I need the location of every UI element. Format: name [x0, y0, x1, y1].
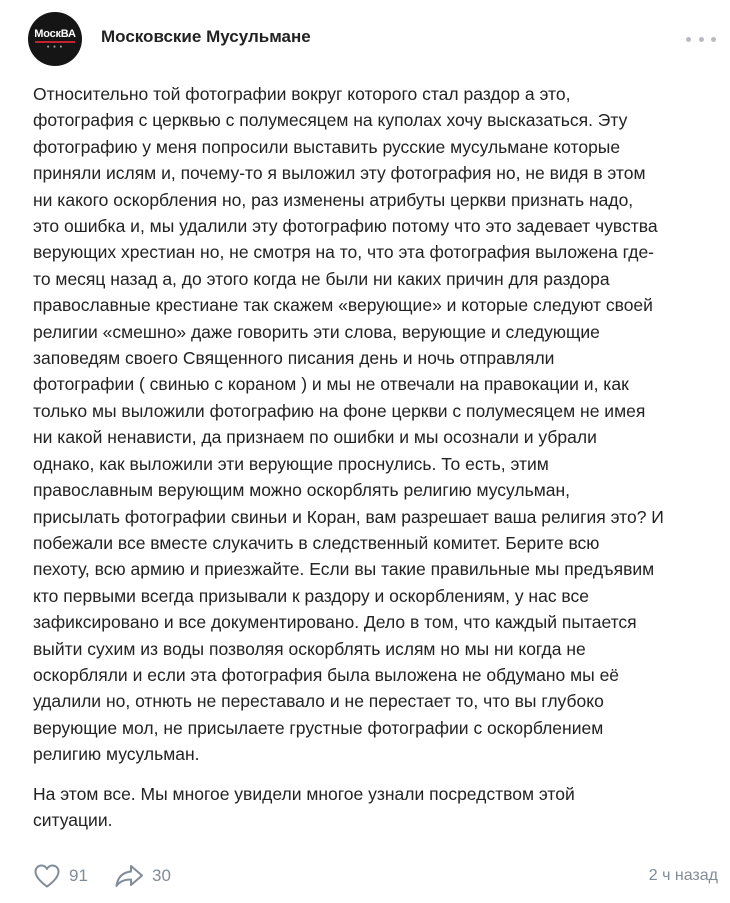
post-paragraph: На этом все. Мы многое увидели многое узнали посредством этой ситуации. [33, 783, 575, 830]
more-dot [711, 37, 716, 42]
more-options-icon[interactable] [686, 30, 716, 48]
post-timestamp[interactable]: 2 ч назад [648, 867, 718, 884]
share-button[interactable] [114, 863, 171, 889]
share-count: 30 [152, 866, 171, 885]
avatar-logo-text: МоскВА [34, 27, 76, 40]
author-avatar[interactable] [28, 12, 82, 66]
avatar-logo-underline [35, 41, 75, 43]
post-footer [0, 855, 730, 895]
share-arrow-icon [114, 863, 144, 889]
moskva-logo-icon [34, 29, 76, 50]
avatar-logo-dots: ● ● ● [46, 43, 64, 50]
post-text [33, 81, 723, 833]
post-paragraph: Относительно той фотографии вокруг которого стал раздор а это, фотография с церквью с полумесяцем на куполах хочу высказаться. Эту фотографию у меня попросили выставить русские мусульмане которые приняли ислям и, почему-то я выложил эту фотография но, не видя в этом ни какого оскорбления но, раз изменены атрибуты церкви признать надо, это ошибка и, мы удалили эту фотографию потому что это задевает чувства верующих хрестиан но, не смотря на то, что эта фотография выложена где- то месяц назад а, до этого когда не были ни каких причин для раздора православные крестиане так скажем «верующие» и которые следуют своей религии «смешно» даже говорить эти слова, верующие и следующие заповедям своего Священного писания день и ночь отправляли фотографии ( свинью с кораном ) и мы не отвечали на правокации и, как только мы выложили фотографию на фоне церкви с полумесяцем не имея ни какой ненависти, да признаем по ошибки и мы осознали и убрали однако, как выложили эти верующие проснулись. То есть, этим православным верующим можно оскорблять религию мусульман, присылать фотографии свиньи и Коран, вам разрешает ваша религия это? И побежали все вместе слукачить в следственный комитет. Берите всю пехоту, всю армию и приезжайте. Если вы такие правильные мы предъявим кто первыми всегда призывали к раздору и оскорблениям, у нас все зафиксировано и все документировано. Дело в том, что каждый пытается выйти сухим из воды позволяя оскорблять ислям но мы ни когда не оскорбляли и если эта фотография была выложена не обдумано мы её удалили но, отнють не переставало и не перестает то, что вы глубоко верующие мол, не присылаете грустные фотографии с оскорблением религию мусульман. [33, 84, 664, 765]
author-name-link[interactable]: Московские Мусульмане [101, 27, 311, 46]
heart-outline-icon [33, 863, 61, 889]
more-dot [699, 37, 704, 42]
like-button[interactable] [33, 863, 88, 889]
more-dot [686, 37, 691, 42]
post-header [0, 0, 730, 80]
like-count: 91 [69, 866, 88, 885]
